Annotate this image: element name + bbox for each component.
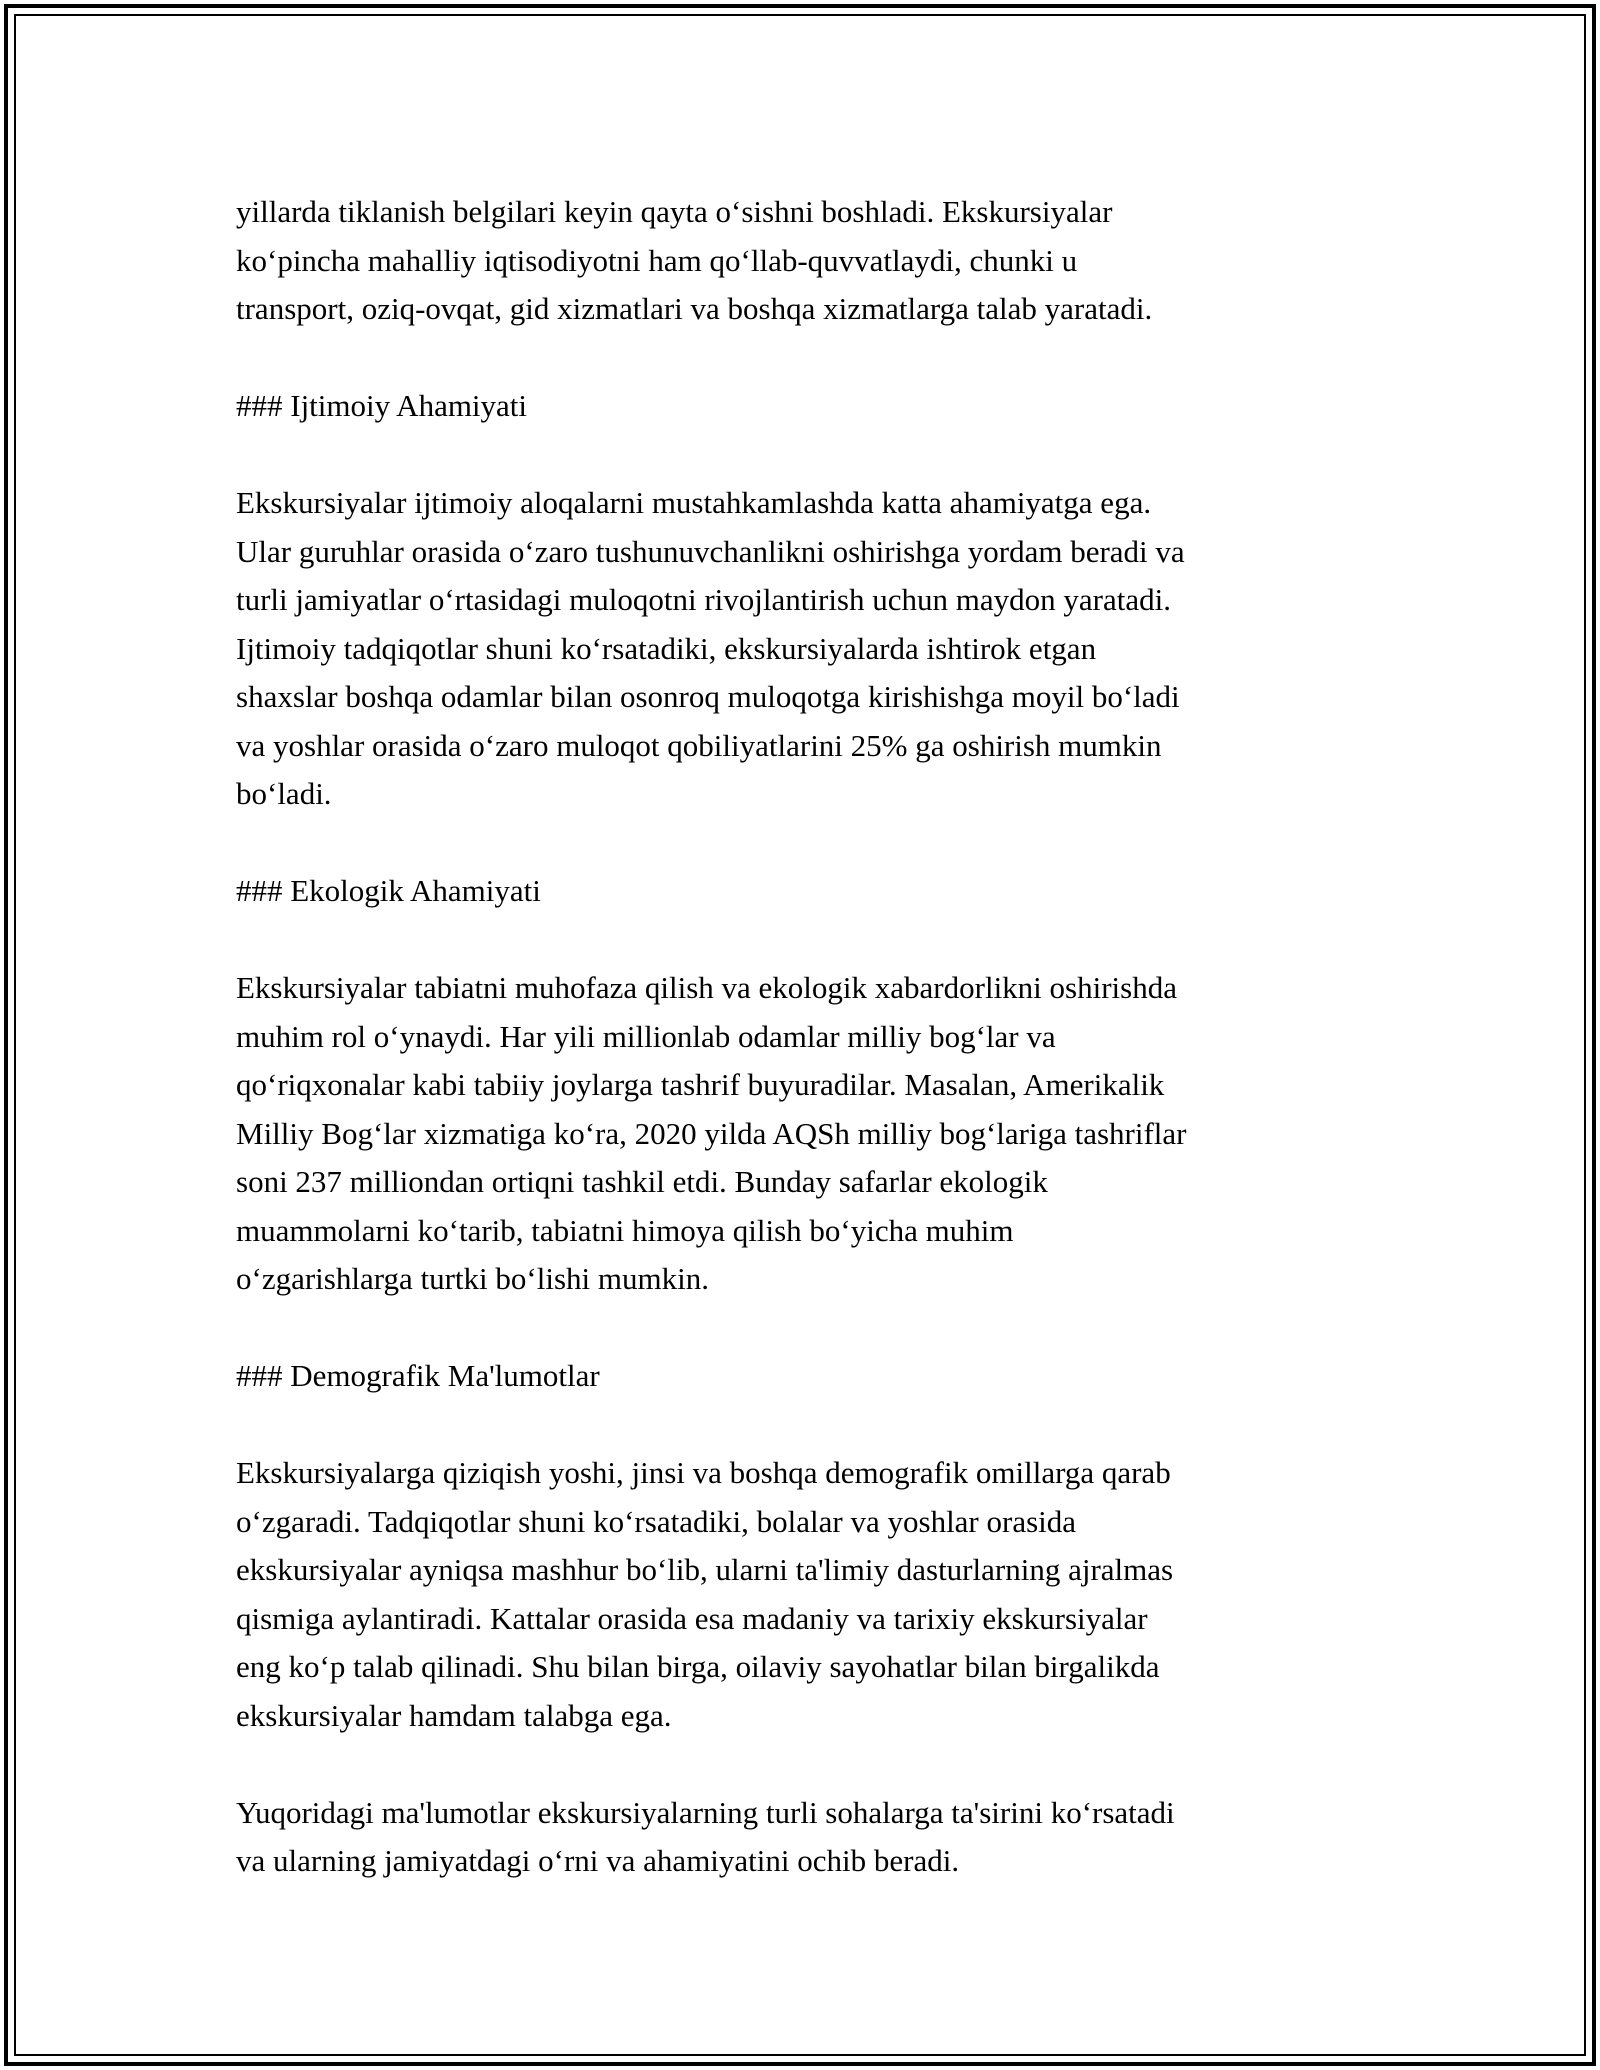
text-line: Ekskursiyalar ijtimoiy aloqalarni mustahkamlashda katta ahamiyatga ega. (236, 485, 1152, 520)
text-line: ekskursiyalar ayniqsa mashhur bo‘lib, ularni ta'limiy dasturlarning ajralmas (236, 1552, 1174, 1587)
section-heading (236, 382, 1376, 431)
text-line: transport, oziq-ovqat, gid xizmatlari va boshqa xizmatlarga talab yaratadi. (236, 291, 1153, 326)
section-heading (236, 867, 1376, 916)
text-line: ekskursiyalar hamdam talabga ega. (236, 1697, 672, 1733)
text-line: qo‘riqxonalar kabi tabiiy joylarga tashrif buyuradilar. Masalan, Amerikalik (236, 1067, 1165, 1102)
text-line: muhim rol o‘ynaydi. Har yili millionlab odamlar milliy bog‘lar va (236, 1018, 1056, 1054)
heading-text: ### Demografik Ma'lumotlar (236, 1358, 600, 1393)
text-line: yillarda tiklanish belgilari keyin qayta o‘sishni boshladi. Ekskursiyalar (236, 194, 1113, 229)
text-line: va yoshlar orasida o‘zaro muloqot qobiliyatlarini 25% ga oshirish mumkin (236, 727, 1162, 763)
paragraph-spacer (236, 334, 1376, 383)
body-paragraph (236, 1789, 1376, 1886)
text-line: bo‘ladi. (236, 776, 332, 811)
paragraph-spacer (236, 916, 1376, 965)
paragraph-spacer (236, 1304, 1376, 1353)
text-line: o‘zgarishlarga turtki bo‘lishi mumkin. (236, 1261, 709, 1296)
body-paragraph (236, 964, 1376, 1304)
text-line: muammolarni ko‘tarib, tabiatni himoya qilish bo‘yicha muhim (236, 1212, 1014, 1248)
text-line: va ularning jamiyatdagi o‘rni va ahamiyatini ochib beradi. (236, 1843, 960, 1878)
text-line: Ijtimoiy tadqiqotlar shuni ko‘rsatadiki, ekskursiyalarda ishtirok etgan (236, 630, 1097, 666)
text-line: shaxslar boshqa odamlar bilan osonroq muloqotga kirishishga moyil bo‘ladi (236, 679, 1180, 714)
paragraph-spacer (236, 431, 1376, 480)
text-line: Ekskursiyalarga qiziqish yoshi, jinsi va boshqa demografik omillarga qarab (236, 1455, 1171, 1490)
text-line: Ular guruhlar orasida o‘zaro tushunuvchanlikni oshirishga yordam beradi va (236, 533, 1185, 569)
text-line: Milliy Bog‘lar xizmatiga ko‘ra, 2020 yilda AQSh milliy bog‘lariga tashriflar (236, 1115, 1187, 1151)
heading-text: ### Ijtimoiy Ahamiyati (236, 388, 528, 423)
body-paragraph (236, 1449, 1376, 1740)
text-line: ko‘pincha mahalliy iqtisodiyotni ham qo‘llab-quvvatlaydi, chunki u (236, 242, 1078, 278)
body-paragraph (236, 479, 1376, 819)
paragraph-spacer (236, 1401, 1376, 1450)
body-paragraph (236, 188, 1376, 334)
heading-text: ### Ekologik Ahamiyati (236, 873, 541, 908)
text-line: eng ko‘p talab qilinadi. Shu bilan birga, oilaviy sayohatlar bilan birgalikda (236, 1649, 1160, 1684)
text-line: qismiga aylantiradi. Kattalar orasida esa madaniy va tarixiy ekskursiyalar (236, 1600, 1148, 1636)
section-heading (236, 1352, 1376, 1401)
text-line: Yuqoridagi ma'lumotlar ekskursiyalarning turli sohalarga ta'sirini ko‘rsatadi (236, 1794, 1175, 1830)
text-line: o‘zgaradi. Tadqiqotlar shuni ko‘rsatadiki, bolalar va yoshlar orasida (236, 1503, 1077, 1539)
document-body (236, 188, 1376, 1886)
text-line: soni 237 milliondan ortiqni tashkil etdi. Bunday safarlar ekologik (236, 1164, 1048, 1199)
paragraph-spacer (236, 819, 1376, 868)
text-line: Ekskursiyalar tabiatni muhofaza qilish va ekologik xabardorlikni oshirishda (236, 970, 1177, 1005)
paragraph-spacer (236, 1740, 1376, 1789)
text-line: turli jamiyatlar o‘rtasidagi muloqotni rivojlantirish uchun maydon yaratadi. (236, 582, 1171, 617)
